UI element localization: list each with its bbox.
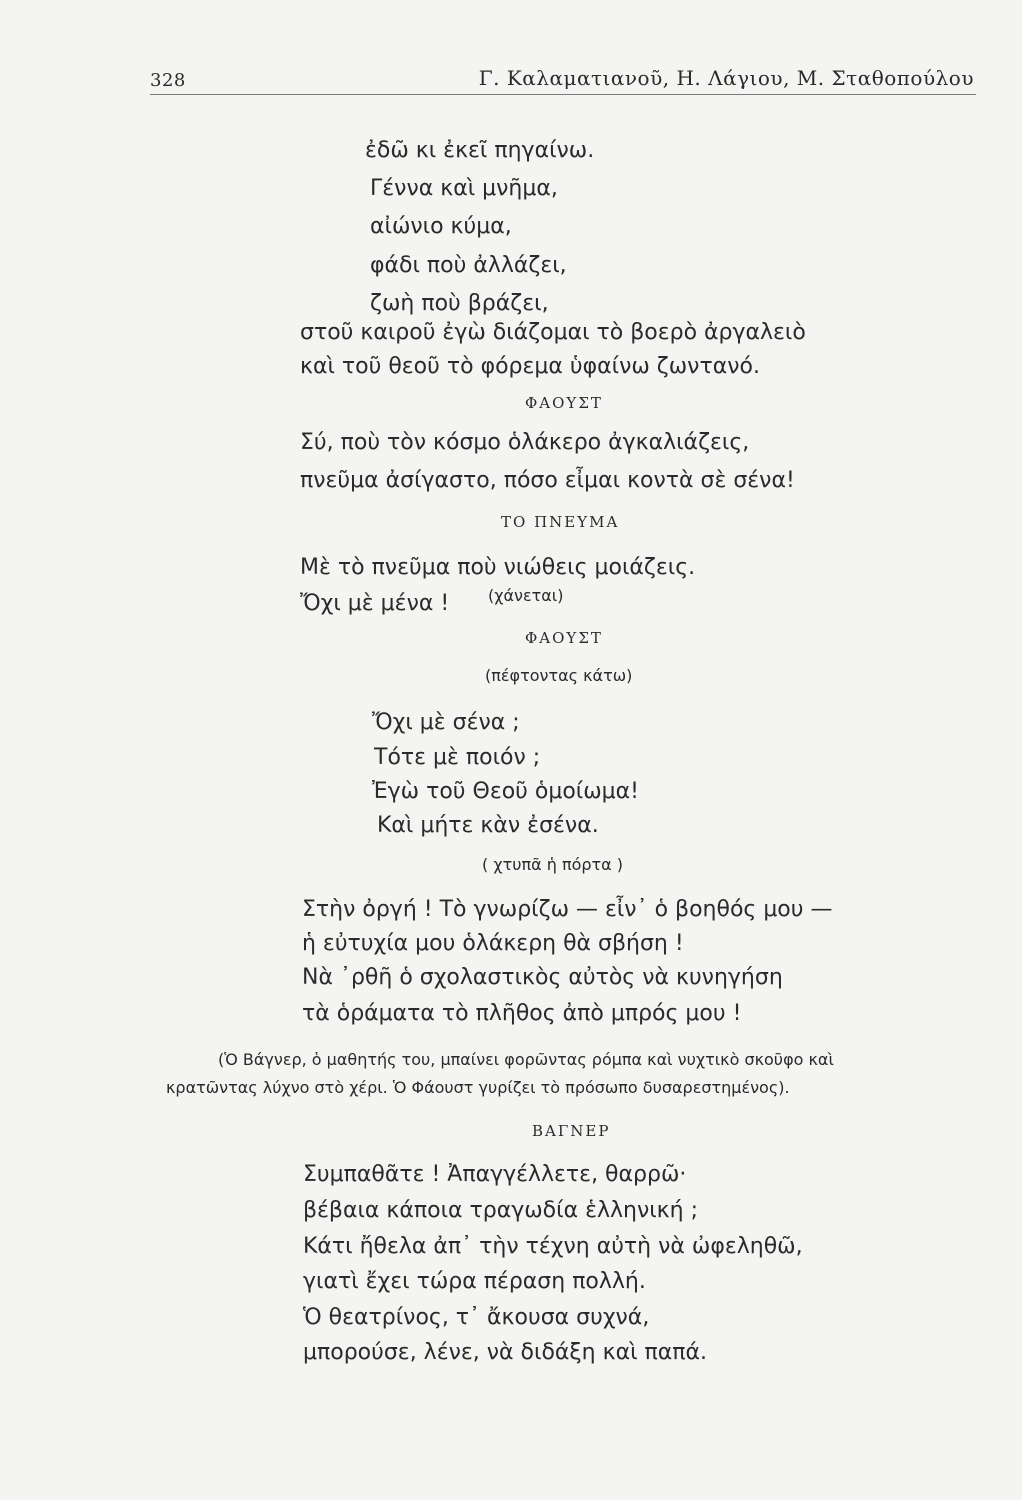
speaker-name: ΒΑΓΝΕΡ	[532, 1122, 611, 1140]
verse-line: Ἐγὼ τοῦ Θεοῦ ὁμοίωμα!	[372, 779, 639, 804]
stage-direction-line: κρατῶντας λύχνο στὸ χέρι. Ὁ Φάουστ γυρίζει τὸ πρόσωπο δυσαρεστημένος).	[166, 1078, 790, 1097]
verse-line: καὶ τοῦ θεοῦ τὸ φόρεμα ὑφαίνω ζωντανό.	[300, 354, 760, 379]
verse-line: φάδι ποὺ ἀλλάζει,	[370, 253, 567, 278]
verse-line: ζωὴ ποὺ βράζει,	[370, 291, 549, 316]
verse-line: ἡ εὐτυχία μου ὁλάκερη θὰ σβήση !	[302, 931, 684, 956]
verse-line: μπορούσε, λένε, νὰ διδάξη καὶ παπά.	[303, 1340, 708, 1365]
verse-line: Κάτι ἤθελα ἀπ᾽ τὴν τέχνη αὐτὴ νὰ ὠφεληθῶ,	[303, 1234, 803, 1259]
stage-direction-line: (Ὁ Βάγνερ, ὁ μαθητής του, μπαίνει φορῶντας ρόμπα καὶ νυχτικὸ σκοῦφο καὶ	[218, 1050, 834, 1069]
verse-line: Καὶ μήτε κὰν ἐσένα.	[377, 813, 599, 838]
page-number: 328	[150, 70, 186, 91]
verse-line: βέβαια κάποια τραγωδία ἑλληνική ;	[303, 1198, 699, 1223]
verse-line: γιατὶ ἔχει τώρα πέραση πολλή.	[303, 1269, 646, 1294]
verse-line: Συμπαθᾶτε ! Ἀπαγγέλλετε, θαρρῶ·	[303, 1162, 687, 1187]
verse-line: στοῦ καιροῦ ἐγὼ διάζομαι τὸ βοερὸ ἀργαλειὸ	[300, 320, 806, 345]
verse-line: Τότε μὲ ποιόν ;	[374, 745, 541, 770]
speaker-name: ΤΟ ΠΝΕΥΜΑ	[501, 513, 620, 531]
verse-line: Σύ, ποὺ τὸν κόσμο ὁλάκερο ἀγκαλιάζεις,	[300, 430, 750, 455]
verse-line: τὰ ὁράματα τὸ πλῆθος ἀπὸ μπρός μου !	[302, 1001, 742, 1026]
verse-line: Ὄχι μὲ μένα !	[300, 591, 450, 616]
verse-line: πνεῦμα ἀσίγαστο, πόσο εἶμαι κοντὰ σὲ σένα!	[300, 468, 795, 493]
verse-line: Μὲ τὸ πνεῦμα ποὺ νιώθεις μοιάζεις.	[300, 555, 696, 580]
page-header	[150, 66, 974, 96]
running-title: Γ. Καλαματιανοῦ, Η. Λάγιου, Μ. Σταθοπούλου	[478, 66, 974, 90]
verse-line: Νὰ ᾽ρθῆ ὁ σχολαστικὸς αὐτὸς νὰ κυνηγήση	[302, 965, 783, 990]
stage-direction: (πέφτοντας κάτω)	[485, 666, 633, 685]
speaker-name: ΦΑΟΥΣΤ	[525, 629, 603, 647]
verse-line: αἰώνιο κύμα,	[370, 214, 512, 239]
verse-line: ἐδῶ κι ἐκεῖ πηγαίνω.	[365, 138, 595, 163]
verse-line: Στὴν ὀργή ! Τὸ γνωρίζω — εἶν᾽ ὁ βοηθός μου —	[302, 897, 833, 922]
speaker-name: ΦΑΟΥΣΤ	[525, 394, 603, 412]
verse-line: Ὁ θεατρίνος, τ᾽ ἄκουσα συχνά,	[303, 1305, 650, 1330]
header-rule	[150, 94, 976, 95]
verse-line: Ὄχι μὲ σένα ;	[372, 710, 520, 735]
verse-line: Γέννα καὶ μνῆμα,	[370, 176, 558, 201]
stage-direction: ( χτυπᾶ ἡ πόρτα )	[482, 855, 624, 874]
stage-direction: (χάνεται)	[488, 586, 564, 605]
